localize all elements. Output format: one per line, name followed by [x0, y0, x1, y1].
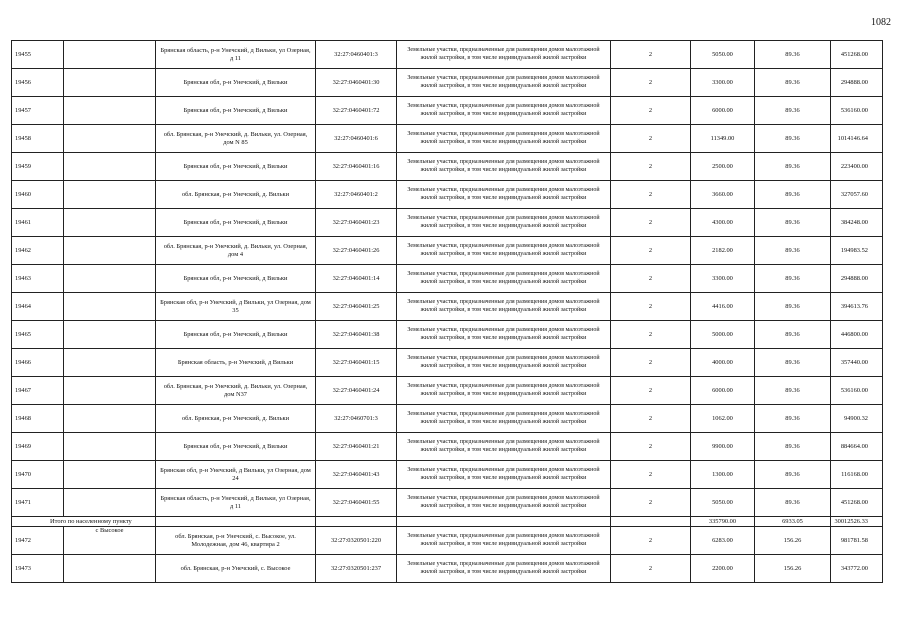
group-number: 2 — [611, 293, 691, 321]
group-number: 2 — [611, 377, 691, 405]
row-number: 19463 — [12, 265, 64, 293]
row-number: 19464 — [12, 293, 64, 321]
address-cell: Брянская обл, р-н Унечский, д Вильки — [156, 209, 316, 237]
empty-cell — [64, 153, 156, 181]
land-use-purpose: Земельные участки, предназначенные для размещения домов малоэтажной жилой застройки, в том числе индивидуальной жилой застройки — [397, 527, 611, 555]
cadastral-value: 294888.00 — [831, 69, 883, 97]
cadastral-value: 223400.00 — [831, 153, 883, 181]
group-number: 2 — [611, 181, 691, 209]
row-number: 19462 — [12, 237, 64, 265]
table-row — [12, 321, 883, 349]
area-value: 9900.00 — [691, 433, 755, 461]
specific-value: 156.26 — [755, 527, 831, 555]
group-number: 2 — [611, 97, 691, 125]
land-use-purpose: Земельные участки, предназначенные для размещения домов малоэтажной жилой застройки, в том числе индивидуальной жилой застройки — [397, 555, 611, 583]
address-cell: обл. Брянская, р-н Унечский, д. Вильки, ул. Озерная, дом N 85 — [156, 125, 316, 153]
empty-cell — [64, 489, 156, 517]
specific-value: 89.36 — [755, 405, 831, 433]
cadastral-number: 32:27:0460401:15 — [316, 349, 397, 377]
total-label: Итого по населенному пункту — [12, 517, 156, 527]
cadastral-number: 32:27:0460401:24 — [316, 377, 397, 405]
table-row — [12, 69, 883, 97]
cadastral-value: 294888.00 — [831, 265, 883, 293]
address-cell: Брянская область, р-н Унечский, д Вильки — [156, 349, 316, 377]
specific-value: 89.36 — [755, 209, 831, 237]
address-cell: обл. Брянская, р-н Унечский, с. Высокое — [156, 555, 316, 583]
specific-value: 89.36 — [755, 41, 831, 69]
specific-value: 89.36 — [755, 97, 831, 125]
row-number: 19473 — [12, 555, 64, 583]
total-area: 335790.00 — [691, 517, 755, 527]
row-number: 19467 — [12, 377, 64, 405]
table-row — [12, 237, 883, 265]
specific-value: 89.36 — [755, 237, 831, 265]
area-value: 4300.00 — [691, 209, 755, 237]
address-cell: Брянская обл, р-н Унечский, д Вильки — [156, 97, 316, 125]
cadastral-value: 451268.00 — [831, 489, 883, 517]
area-value: 5050.00 — [691, 41, 755, 69]
table-body-village-vilki — [12, 41, 883, 517]
group-number: 2 — [611, 125, 691, 153]
cadastral-number: 32:27:0320501:220 — [316, 527, 397, 555]
address-cell: обл. Брянская, р-н Унечский, д. Вильки, ул. Озерная, дом N37 — [156, 377, 316, 405]
area-value: 6000.00 — [691, 377, 755, 405]
cadastral-number: 32:27:0460401:23 — [316, 209, 397, 237]
total-rate: 6933.05 — [755, 517, 831, 527]
land-use-purpose: Земельные участки, предназначенные для размещения домов малоэтажной жилой застройки, в том числе индивидуальной жилой застройки — [397, 125, 611, 153]
page-number: 1082 — [871, 17, 891, 28]
cadastral-value: 384248.00 — [831, 209, 883, 237]
group-number: 2 — [611, 433, 691, 461]
row-number: 19470 — [12, 461, 64, 489]
land-use-purpose: Земельные участки, предназначенные для размещения домов малоэтажной жилой застройки, в том числе индивидуальной жилой застройки — [397, 237, 611, 265]
cadastral-number: 32:27:0460401:72 — [316, 97, 397, 125]
cadastral-number: 32:27:0460401:25 — [316, 293, 397, 321]
cadastral-value: 536160.00 — [831, 97, 883, 125]
area-value: 6000.00 — [691, 97, 755, 125]
land-use-purpose: Земельные участки, предназначенные для размещения домов малоэтажной жилой застройки, в том числе индивидуальной жилой застройки — [397, 489, 611, 517]
land-use-purpose: Земельные участки, предназначенные для размещения домов малоэтажной жилой застройки, в том числе индивидуальной жилой застройки — [397, 181, 611, 209]
empty-cell — [64, 461, 156, 489]
land-use-purpose: Земельные участки, предназначенные для размещения домов малоэтажной жилой застройки, в том числе индивидуальной жилой застройки — [397, 69, 611, 97]
land-use-purpose: Земельные участки, предназначенные для размещения домов малоэтажной жилой застройки, в том числе индивидуальной жилой застройки — [397, 293, 611, 321]
empty-cell — [64, 433, 156, 461]
group-number: 2 — [611, 405, 691, 433]
cadastral-number: 32:27:0460401:38 — [316, 321, 397, 349]
section-label: с Высокое — [64, 527, 156, 555]
empty-cell — [64, 209, 156, 237]
specific-value: 89.36 — [755, 349, 831, 377]
cadastral-number: 32:27:0460401:16 — [316, 153, 397, 181]
address-cell: Брянская обл, р-н Унечский, д Вильки — [156, 321, 316, 349]
land-use-purpose: Земельные участки, предназначенные для размещения домов малоэтажной жилой застройки, в том числе индивидуальной жилой застройки — [397, 461, 611, 489]
land-use-purpose: Земельные участки, предназначенные для размещения домов малоэтажной жилой застройки, в том числе индивидуальной жилой застройки — [397, 209, 611, 237]
specific-value: 89.36 — [755, 489, 831, 517]
row-number: 19455 — [12, 41, 64, 69]
cadastral-number: 32:27:0460401:2 — [316, 181, 397, 209]
group-number: 2 — [611, 237, 691, 265]
area-value: 5000.00 — [691, 321, 755, 349]
specific-value: 89.36 — [755, 433, 831, 461]
address-cell: Брянская область, р-н Унечский, д Вильки, ул Озерная, д 11 — [156, 41, 316, 69]
table-row — [12, 461, 883, 489]
address-cell: Брянская обл, р-н Унечский, д Вильки — [156, 265, 316, 293]
table-row — [12, 97, 883, 125]
empty-cell — [64, 293, 156, 321]
table-row — [12, 153, 883, 181]
area-value: 3300.00 — [691, 265, 755, 293]
empty-cell — [64, 265, 156, 293]
row-number: 19472 — [12, 527, 64, 555]
empty-cell — [64, 321, 156, 349]
row-number: 19458 — [12, 125, 64, 153]
empty-cell — [64, 97, 156, 125]
land-use-purpose: Земельные участки, предназначенные для размещения домов малоэтажной жилой застройки, в том числе индивидуальной жилой застройки — [397, 433, 611, 461]
cadastral-number: 32:27:0460401:55 — [316, 489, 397, 517]
group-number: 2 — [611, 209, 691, 237]
empty-cell — [64, 41, 156, 69]
table-row — [12, 377, 883, 405]
address-cell: обл. Брянская, р-н Унечский, д. Вильки — [156, 181, 316, 209]
land-use-purpose: Земельные участки, предназначенные для размещения домов малоэтажной жилой застройки, в том числе индивидуальной жилой застройки — [397, 265, 611, 293]
cadastral-value: 94900.32 — [831, 405, 883, 433]
group-number: 2 — [611, 69, 691, 97]
row-number: 19471 — [12, 489, 64, 517]
specific-value: 89.36 — [755, 377, 831, 405]
cadastral-value: 343772.00 — [831, 555, 883, 583]
land-use-purpose: Земельные участки, предназначенные для размещения домов малоэтажной жилой застройки, в том числе индивидуальной жилой застройки — [397, 153, 611, 181]
table-row — [12, 349, 883, 377]
area-value: 6283.00 — [691, 527, 755, 555]
cadastral-value: 981781.58 — [831, 527, 883, 555]
group-number: 2 — [611, 461, 691, 489]
group-number: 2 — [611, 489, 691, 517]
cadastral-number: 32:27:0460401:43 — [316, 461, 397, 489]
specific-value: 156.26 — [755, 555, 831, 583]
cadastral-number: 32:27:0460401:3 — [316, 41, 397, 69]
row-number: 19461 — [12, 209, 64, 237]
area-value: 3300.00 — [691, 69, 755, 97]
cadastral-number: 32:27:0460401:30 — [316, 69, 397, 97]
land-use-purpose: Земельные участки, предназначенные для размещения домов малоэтажной жилой застройки, в том числе индивидуальной жилой застройки — [397, 321, 611, 349]
empty-cell — [64, 125, 156, 153]
cadastral-value: 884664.00 — [831, 433, 883, 461]
area-value: 1062.00 — [691, 405, 755, 433]
table-total-section — [12, 517, 883, 527]
table-row — [12, 265, 883, 293]
row-number: 19459 — [12, 153, 64, 181]
land-register-table — [11, 40, 883, 583]
cadastral-value: 536160.00 — [831, 377, 883, 405]
cadastral-value: 451268.00 — [831, 41, 883, 69]
empty-cell — [64, 405, 156, 433]
empty-cell — [64, 349, 156, 377]
empty-cell — [64, 555, 156, 583]
table-row — [12, 527, 883, 555]
row-number: 19469 — [12, 433, 64, 461]
cadastral-value: 446800.00 — [831, 321, 883, 349]
area-value: 4416.00 — [691, 293, 755, 321]
cadastral-value: 1014146.64 — [831, 125, 883, 153]
area-value: 4000.00 — [691, 349, 755, 377]
table-row — [12, 555, 883, 583]
specific-value: 89.36 — [755, 69, 831, 97]
row-number: 19456 — [12, 69, 64, 97]
row-number: 19460 — [12, 181, 64, 209]
land-use-purpose: Земельные участки, предназначенные для размещения домов малоэтажной жилой застройки, в том числе индивидуальной жилой застройки — [397, 97, 611, 125]
table-row — [12, 125, 883, 153]
land-use-purpose: Земельные участки, предназначенные для размещения домов малоэтажной жилой застройки, в том числе индивидуальной жилой застройки — [397, 349, 611, 377]
group-number: 2 — [611, 349, 691, 377]
specific-value: 89.36 — [755, 153, 831, 181]
specific-value: 89.36 — [755, 181, 831, 209]
total-value: 30012526.33 — [831, 517, 883, 527]
table-row — [12, 41, 883, 69]
table-body-village-vysokoe — [12, 527, 883, 583]
area-value: 3660.00 — [691, 181, 755, 209]
land-use-purpose: Земельные участки, предназначенные для размещения домов малоэтажной жилой застройки, в том числе индивидуальной жилой застройки — [397, 377, 611, 405]
specific-value: 89.36 — [755, 125, 831, 153]
cadastral-value: 194983.52 — [831, 237, 883, 265]
address-cell: обл. Брянская, р-н Унечский, д. Вильки, ул. Озерная, дом 4 — [156, 237, 316, 265]
cadastral-number: 32:27:0460401:14 — [316, 265, 397, 293]
cadastral-number: 32:27:0460701:3 — [316, 405, 397, 433]
group-number: 2 — [611, 527, 691, 555]
row-number: 19465 — [12, 321, 64, 349]
empty-cell — [64, 237, 156, 265]
table-row — [12, 293, 883, 321]
land-use-purpose: Земельные участки, предназначенные для размещения домов малоэтажной жилой застройки, в том числе индивидуальной жилой застройки — [397, 405, 611, 433]
group-number: 2 — [611, 321, 691, 349]
row-number: 19468 — [12, 405, 64, 433]
area-value: 1300.00 — [691, 461, 755, 489]
row-number: 19466 — [12, 349, 64, 377]
empty-cell — [64, 69, 156, 97]
address-cell: обл. Брянская, р-н Унечский, с. Высокое, ул. Молодежная, дом 46, квартира 2 — [156, 527, 316, 555]
cadastral-value: 327057.60 — [831, 181, 883, 209]
empty-cell — [64, 181, 156, 209]
table-row — [12, 433, 883, 461]
specific-value: 89.36 — [755, 461, 831, 489]
area-value: 2182.00 — [691, 237, 755, 265]
cadastral-value: 394613.76 — [831, 293, 883, 321]
address-cell: Брянская обл, р-н Унечский, д Вильки, ул Озерная, дом 24 — [156, 461, 316, 489]
row-number: 19457 — [12, 97, 64, 125]
table-row — [12, 209, 883, 237]
table-row — [12, 405, 883, 433]
address-cell: обл. Брянская, р-н Унечский, д. Вильки — [156, 405, 316, 433]
group-number: 2 — [611, 555, 691, 583]
land-use-purpose: Земельные участки, предназначенные для размещения домов малоэтажной жилой застройки, в том числе индивидуальной жилой застройки — [397, 41, 611, 69]
address-cell: Брянская обл, р-н Унечский, д Вильки — [156, 69, 316, 97]
cadastral-value: 357440.00 — [831, 349, 883, 377]
address-cell: Брянская обл, р-н Унечский, д Вильки — [156, 153, 316, 181]
specific-value: 89.36 — [755, 321, 831, 349]
group-number: 2 — [611, 265, 691, 293]
area-value: 2200.00 — [691, 555, 755, 583]
specific-value: 89.36 — [755, 265, 831, 293]
empty-cell — [64, 377, 156, 405]
address-cell: Брянская обл, р-н Унечский, д Вильки — [156, 433, 316, 461]
total-row — [12, 517, 883, 527]
cadastral-number: 32:27:0460401:21 — [316, 433, 397, 461]
group-number: 2 — [611, 41, 691, 69]
address-cell: Брянская область, р-н Унечский, д Вильки, ул Озерная, д 11 — [156, 489, 316, 517]
cadastral-number: 32:27:0320501:237 — [316, 555, 397, 583]
area-value: 2500.00 — [691, 153, 755, 181]
cadastral-number: 32:27:0460401:6 — [316, 125, 397, 153]
cadastral-number: 32:27:0460401:26 — [316, 237, 397, 265]
area-value: 11349.00 — [691, 125, 755, 153]
table-row — [12, 181, 883, 209]
address-cell: Брянская обл, р-н Унечский, д Вильки, ул Озерная, дом 35 — [156, 293, 316, 321]
group-number: 2 — [611, 153, 691, 181]
cadastral-value: 116168.00 — [831, 461, 883, 489]
specific-value: 89.36 — [755, 293, 831, 321]
table-row — [12, 489, 883, 517]
area-value: 5050.00 — [691, 489, 755, 517]
